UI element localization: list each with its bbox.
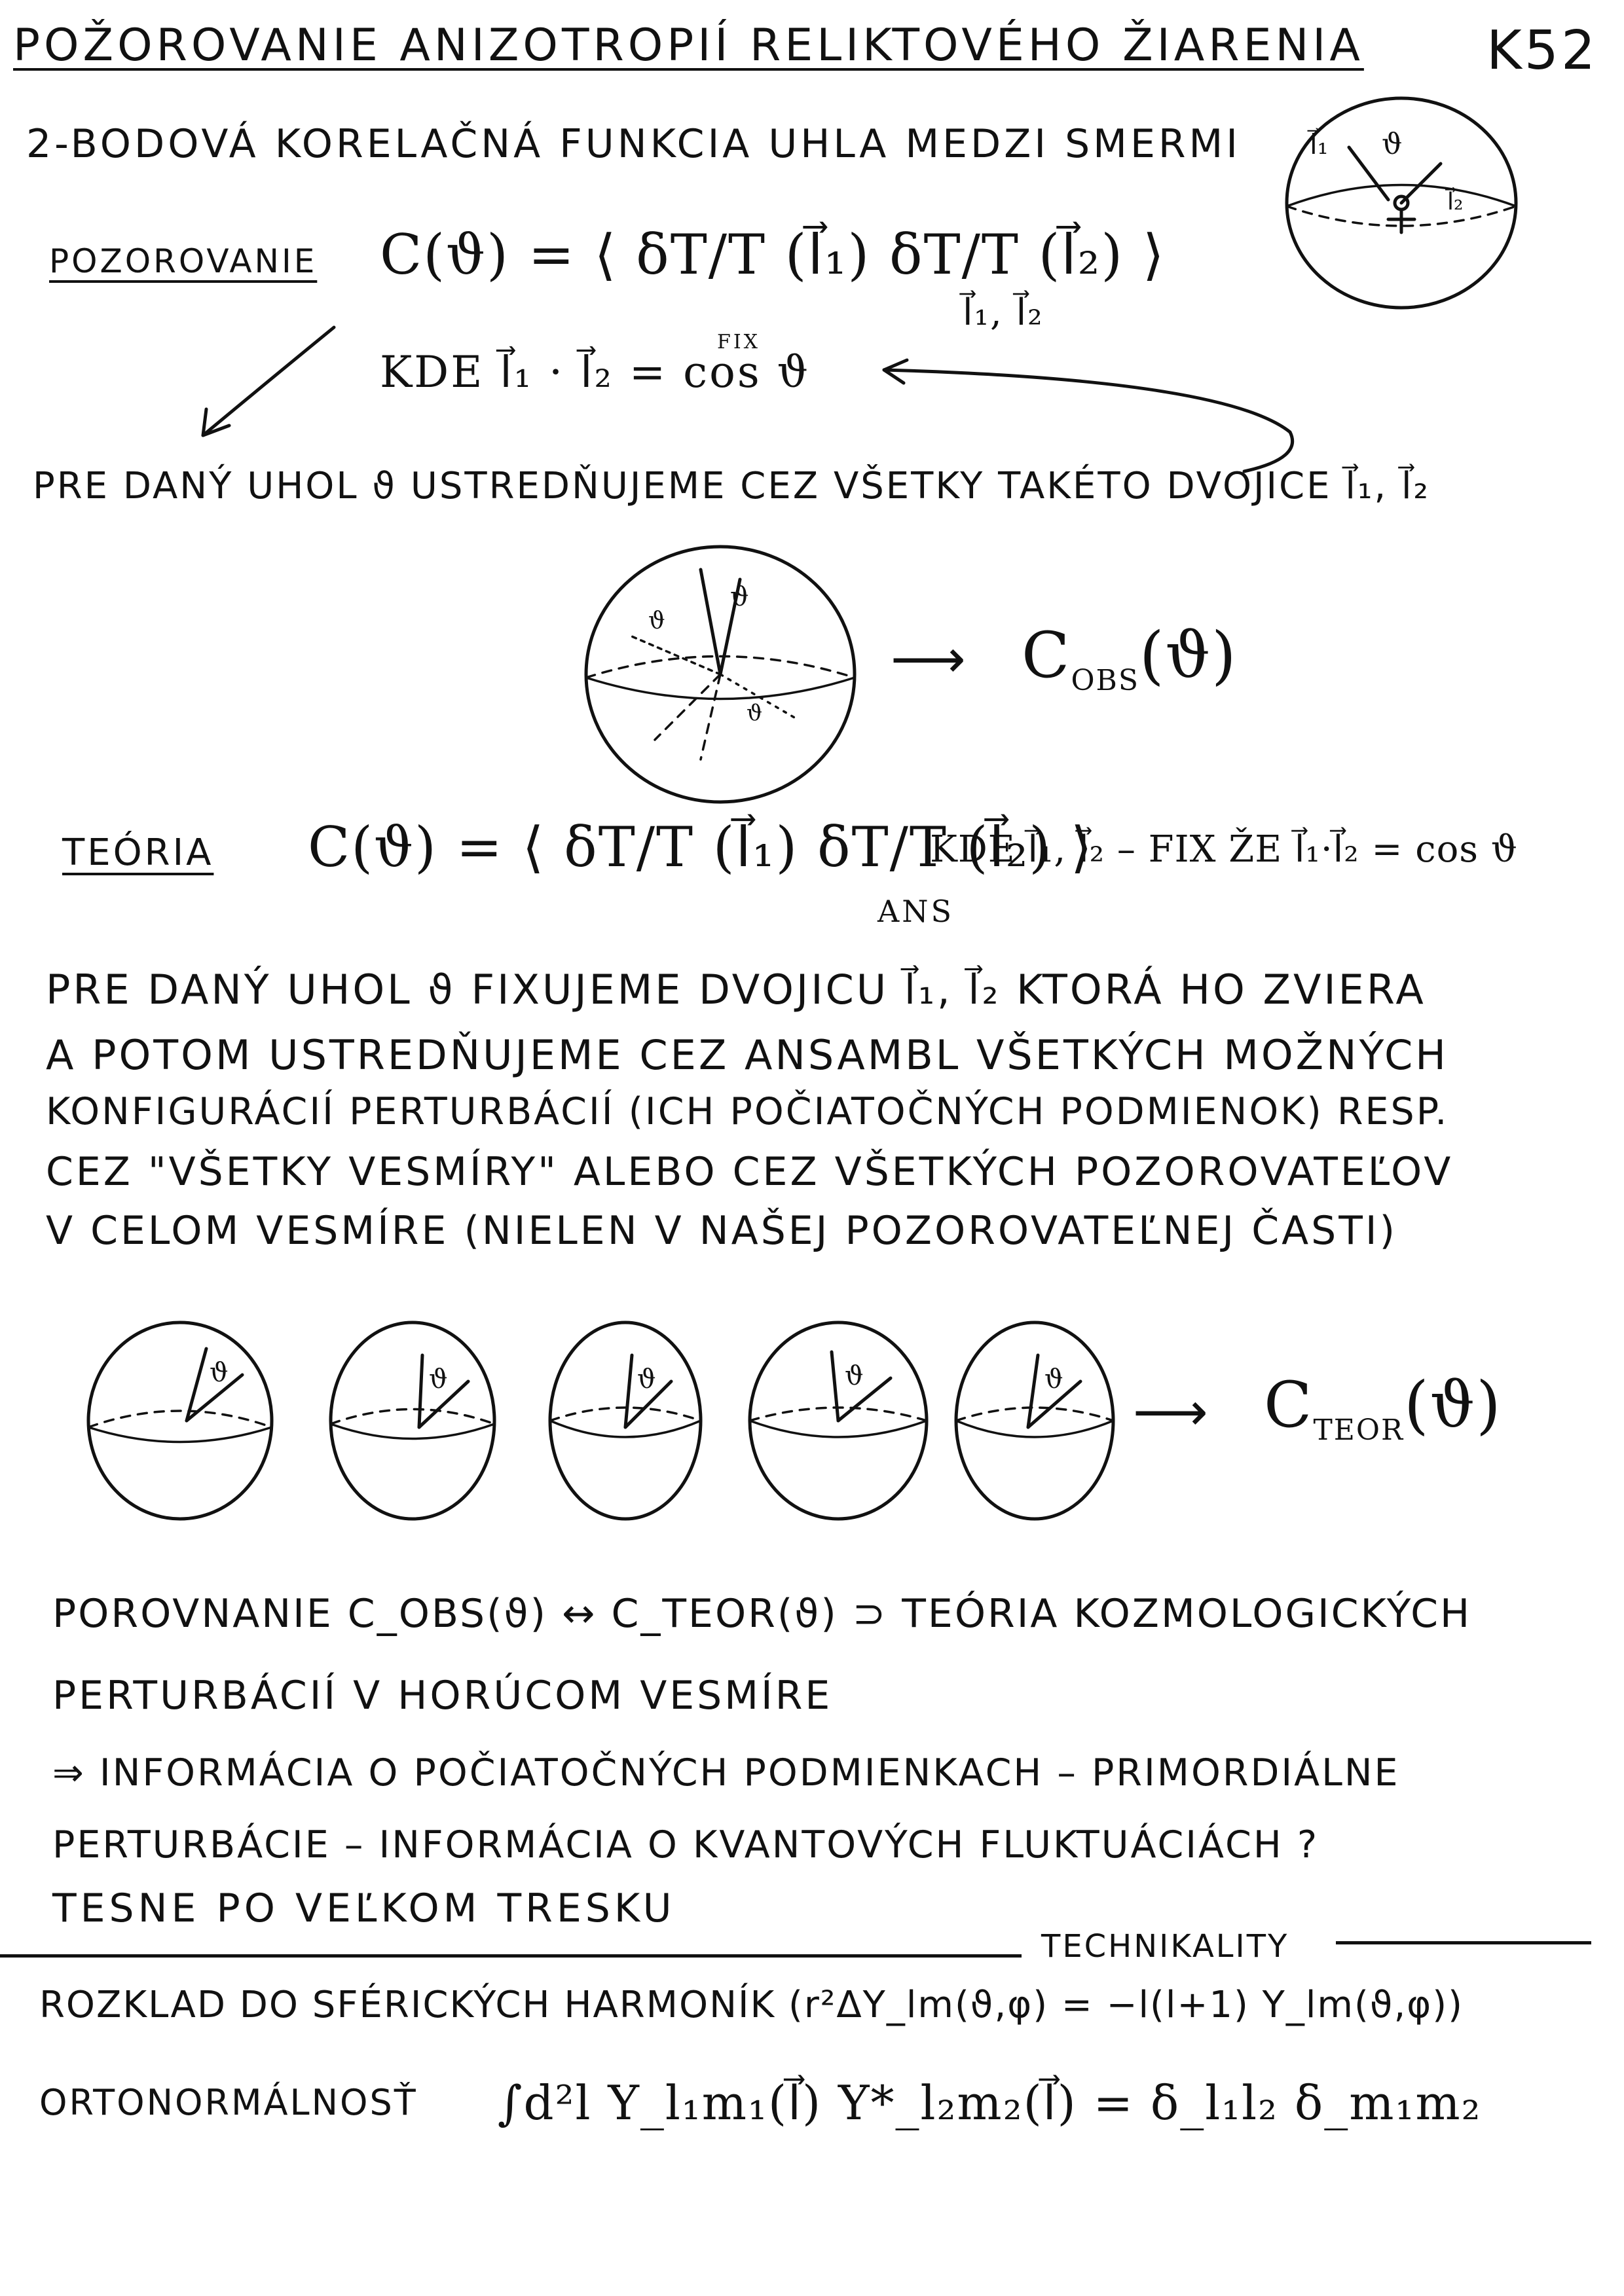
obs-result-sub: OBS	[1071, 664, 1140, 698]
ensemble-sphere-2	[331, 1322, 494, 1519]
obs-result-symbol: C	[1022, 619, 1071, 692]
obs-arrow: ⟶	[891, 629, 969, 689]
theory-label: TEÓRIA	[62, 831, 214, 874]
obs-result-arg: (ϑ)	[1139, 619, 1238, 692]
theory-formula-subscript: ANS	[877, 894, 954, 929]
comparison-line: POROVNANIE C_OBS(ϑ) ↔ C_TEOR(ϑ) ⊃ TEÓRIA KOZMOLOGICKÝCH	[52, 1591, 1472, 1637]
divider-right	[1336, 1941, 1591, 1944]
label-l1: l⃗₁	[1310, 128, 1329, 160]
ensemble-theta-1: ϑ	[210, 1358, 229, 1388]
label-l2: l⃗₂	[1447, 189, 1464, 215]
label-theta-2: ϑ	[648, 608, 665, 634]
comparison-line: PERTURBÁCIE – INFORMÁCIA O KVANTOVÝCH FLUKTUÁCIÁCH ?	[52, 1823, 1320, 1867]
comparison-line: TESNE PO VEĽKOM TRESKU	[52, 1886, 676, 1931]
teor-result-symbol: C	[1264, 1368, 1314, 1442]
observer-sphere-figure	[1270, 92, 1532, 314]
divider-left	[0, 1954, 1022, 1958]
curved-arrow-figure	[177, 308, 1323, 478]
theory-paragraph-line: A POTOM USTREDŇUJEME CEZ ANSAMBL VŠETKÝCH MOŽNÝCH	[46, 1031, 1449, 1079]
teor-result-sub: TEOR	[1313, 1413, 1405, 1448]
observation-fix-label: FIX	[717, 331, 761, 354]
theory-condition: KDE l⃗₁, l⃗₂ – FIX ŽE l⃗₁·l⃗₂ = cos ϑ	[930, 828, 1518, 871]
theory-paragraph-line: V CELOM VESMÍRE (NIELEN V NAŠEJ POZOROVATEĽNEJ ČASTI)	[46, 1208, 1397, 1254]
label-theta-3: ϑ	[747, 700, 763, 726]
technicalities-label: TECHNIKALITY	[1041, 1928, 1289, 1965]
theory-paragraph-line: PRE DANÝ UHOL ϑ FIXUJEME DVOJICU l⃗₁, l⃗₂ KTORÁ HO ZVIERA	[46, 966, 1426, 1013]
teor-result	[1264, 1368, 1502, 1447]
orthonormality-formula: ∫d²l Y_l₁m₁(l⃗) Y*_l₂m₂(l⃗) = δ_l₁l₂ δ_m₁m₂	[498, 2075, 1482, 2130]
page-title: POŽOROVANIE ANIZOTROPIÍ RELIKTOVÉHO ŽIARENIA	[13, 20, 1364, 71]
ensemble-theta-4: ϑ	[845, 1361, 864, 1391]
ensemble-spheres-figure	[85, 1316, 1120, 1532]
teor-result-arg: (ϑ)	[1404, 1368, 1502, 1442]
page-code: K52	[1486, 20, 1598, 82]
ensemble-theta-5: ϑ	[1044, 1364, 1063, 1394]
spherical-harmonics-line: ROZKLAD DO SFÉRICKÝCH HARMONÍK (r²ΔY_lm(ϑ,φ) = −l(l+1) Y_lm(ϑ,φ))	[39, 1984, 1464, 2026]
ensemble-theta-3: ϑ	[637, 1364, 656, 1394]
theory-paragraph-line: CEZ "VŠETKY VESMÍRY" ALEBO CEZ VŠETKÝCH POZOROVATEĽOV	[46, 1149, 1454, 1195]
ensemble-sphere-1	[88, 1322, 272, 1519]
label-theta-1: ϑ	[730, 582, 749, 612]
ensemble-sphere-4	[750, 1322, 927, 1519]
observation-formula-subscript: l⃗₁, l⃗₂	[963, 291, 1044, 334]
observation-label: POZOROVANIE	[49, 242, 318, 280]
sphere-equator	[586, 678, 855, 699]
label-theta: ϑ	[1382, 128, 1403, 161]
ensemble-sphere-5	[956, 1322, 1113, 1519]
comparison-line: PERTURBÁCIÍ V HORÚCOM VESMÍRE	[52, 1673, 833, 1719]
observation-sphere-figure	[576, 543, 864, 812]
subtitle: 2-BODOVÁ KORELAČNÁ FUNKCIA UHLA MEDZI SMERMI	[26, 121, 1241, 167]
orthonormality-label: ORTONORMÁLNOSŤ	[39, 2082, 418, 2123]
ensemble-sphere-3	[550, 1322, 701, 1519]
observation-formula: C(ϑ) = ⟨ δT/T (l⃗₁) δT/T (l⃗₂) ⟩	[380, 223, 1166, 287]
observation-averaging-note: PRE DANÝ UHOL ϑ USTREDŇUJEME CEZ VŠETKY TAKÉTO DVOJICE l⃗₁, l⃗₂	[33, 465, 1430, 507]
left-arrow	[203, 327, 334, 435]
obs-result	[1022, 619, 1238, 697]
theory-paragraph-line: KONFIGURÁCIÍ PERTURBÁCIÍ (ICH POČIATOČNÝCH PODMIENOK) RESP.	[46, 1090, 1449, 1133]
ensemble-theta-2: ϑ	[429, 1364, 448, 1394]
theory-formula: C(ϑ) = ⟨ δT/T (l⃗₁) δT/T (l⃗₂) ⟩	[308, 815, 1094, 879]
right-curve	[884, 370, 1293, 471]
comparison-line: ⇒ INFORMÁCIA O POČIATOČNÝCH PODMIENKACH – PRIMORDIÁLNE	[52, 1751, 1400, 1795]
observation-condition: KDE l⃗₁ · l⃗₂ = cos ϑ	[380, 347, 810, 397]
teor-arrow: ⟶	[1133, 1381, 1211, 1442]
